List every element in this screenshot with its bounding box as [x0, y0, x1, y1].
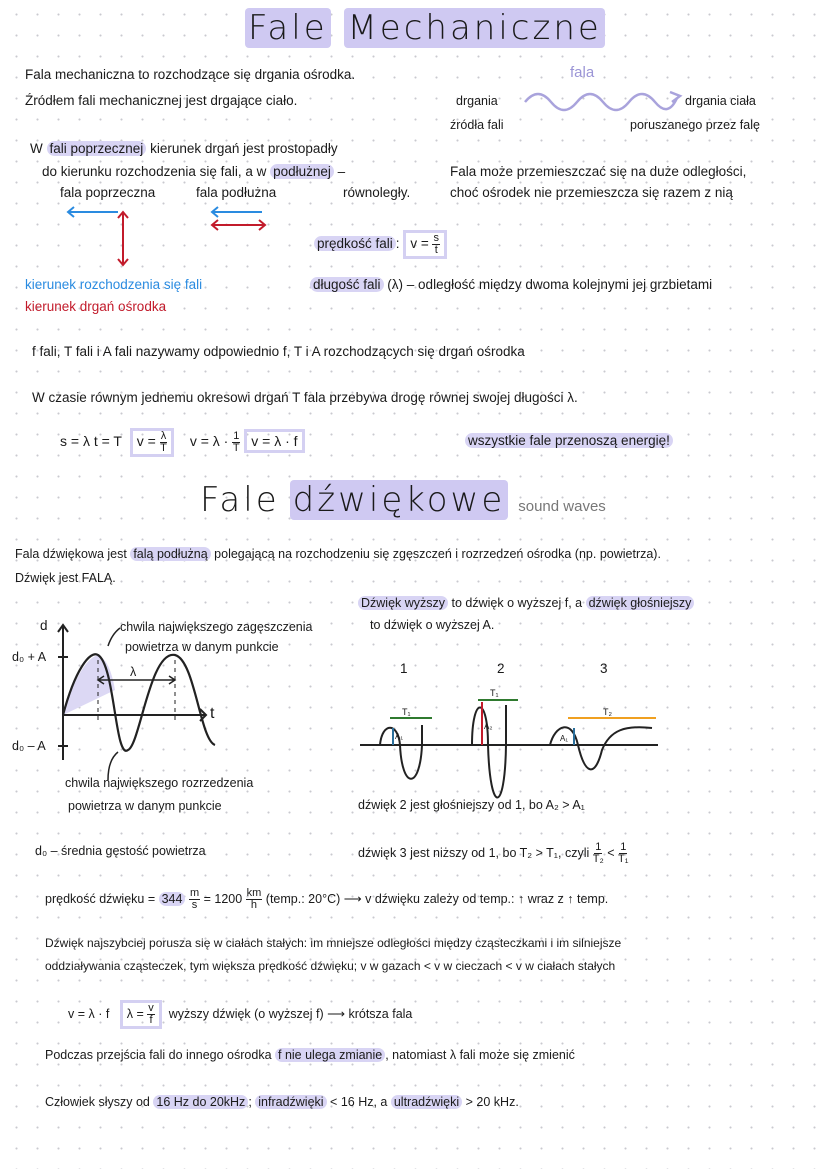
denominator: T₁ [618, 853, 629, 865]
denominator: T [160, 442, 167, 454]
numerator: v [148, 1002, 154, 1014]
wave-number-3: 3 [600, 661, 608, 676]
text: v = [136, 433, 156, 450]
text: do kierunku rozchodzenia się fali, a w [42, 164, 271, 179]
title-word: Mechaniczne [344, 8, 604, 48]
A1-label: A₁ [560, 734, 569, 743]
text: , natomiast λ fali może się zmienić [385, 1048, 575, 1062]
fast-note-2: oddziaływania cząsteczek, tym większa prędkość dźwięku; v w gazach < v w cieczach < v w ciałach stałych [45, 959, 616, 973]
fraction [593, 842, 604, 865]
highlight: dźwięk głośniejszy [586, 596, 695, 610]
compression-label-2: powietrza w danym punkcie [125, 640, 279, 654]
text: to dźwięk o wyższej f, a [448, 596, 586, 610]
T1-label: T₁ [490, 688, 499, 698]
formula-box [120, 1000, 162, 1029]
rarefaction-label-1: chwila największego rozrzedzenia [65, 776, 254, 790]
numerator: km [246, 887, 262, 899]
wave-arrow [525, 94, 677, 110]
wave-label: fala [570, 64, 595, 81]
text: W [30, 141, 47, 156]
longitudinal-label: fala podłużna [196, 185, 277, 200]
highlight: prędkość fali [314, 236, 396, 251]
A2-label: A₂ [484, 722, 493, 731]
highlight: długość fali [310, 277, 384, 292]
text: dźwięk 3 jest niższy od 1, bo T₂ > T₁, czyli [358, 845, 590, 860]
text: > 20 kHz. [462, 1095, 519, 1109]
graph-top-label: d₀ + A [12, 650, 47, 664]
compression-shade [63, 655, 115, 715]
parallel-label: równoległy. [343, 185, 411, 200]
fraction [618, 842, 628, 865]
distance-note-1: Fala może przemieszczać się na duże odległości, [450, 164, 747, 179]
graph-x-label: t [210, 705, 215, 722]
highlight: Dźwięk wyższy [358, 596, 448, 610]
wave-number-2: 2 [497, 661, 505, 676]
T1-label: T₁ [402, 707, 411, 717]
text: = 1200 [200, 891, 246, 906]
T2-label: T₂ [603, 707, 612, 717]
fraction [189, 888, 200, 911]
text: (λ) – odległość między dwoma kolejnymi jej grzbietami [383, 277, 713, 292]
lower-note [358, 842, 628, 865]
fraction [147, 1003, 155, 1026]
denominator: T₂ [592, 853, 604, 865]
louder-note: dźwięk 2 jest głośniejszy od 1, bo A₂ > A₁ [358, 798, 585, 812]
text: (temp.: 20°C) ⟶ v dźwięku zależy od temp.: ↑ wraz z ↑ temp. [262, 891, 609, 906]
source-label-2: źródła fali [450, 118, 504, 132]
intro-line-1: Fala mechaniczna to rozchodzące się drgania ośrodka. [25, 67, 356, 82]
transverse-label: fala poprzeczna [60, 185, 156, 200]
highlight: wszystkie fale przenoszą energię! [465, 433, 673, 448]
A1-label: A₁ [395, 732, 404, 741]
fta-note: f fali, T fali i A fali nazywamy odpowiednio f, T i A rozchodzących się drgań ośrodka [32, 344, 525, 359]
denominator: t [434, 244, 438, 256]
text: Człowiek słyszy od [45, 1095, 154, 1109]
numerator: 1 [595, 841, 602, 853]
graph-y-label: d [40, 618, 48, 633]
sound-def-2: Dźwięk jest FALĄ. [15, 571, 116, 585]
legend-propagation: kierunek rozchodzenia się fali [25, 277, 203, 292]
wave-number-1: 1 [400, 661, 408, 676]
wavelength-formula-row [68, 1000, 412, 1029]
hearing-range-note [45, 1093, 519, 1111]
fraction [246, 888, 263, 911]
text: s = λ t = T [60, 433, 122, 450]
sound-speed-note [45, 888, 608, 911]
highlight: 16 Hz do 20kHz [153, 1095, 248, 1109]
denominator: s [191, 899, 198, 911]
denominator: f [149, 1014, 153, 1026]
transition-note [45, 1046, 575, 1064]
wave-arrow-head [670, 92, 680, 102]
denominator: h [250, 899, 258, 911]
title-word: Fale [245, 8, 331, 48]
source-label-1: drgania [456, 94, 498, 108]
period-note: W czasie równym jednemu okresowi drgań T fala przebywa drogę równej swojej długości λ. [32, 390, 578, 405]
numerator: λ [160, 430, 167, 442]
target-label-2: poruszanego przez falę [630, 118, 760, 132]
title-word: Fale [200, 480, 280, 520]
text: v = λ · [189, 433, 229, 450]
highlight: infradźwięki [255, 1095, 326, 1109]
numerator: 1 [233, 430, 240, 442]
text: ; [248, 1095, 256, 1109]
text: λ = [126, 1006, 144, 1021]
numerator: m [189, 887, 200, 899]
rarefaction-label-2: powietrza w danym punkcie [68, 799, 222, 813]
text: polegającą na rozchodzeniu się zgęszczeń i rozrzedzeń ośrodka (np. powietrza). [210, 547, 661, 561]
text: < 16 Hz, a [326, 1095, 391, 1109]
text: < [607, 845, 615, 860]
text: : [395, 236, 400, 252]
text: – [333, 164, 346, 179]
distance-note-2: choć ośrodek nie przemieszcza się razem z nią [450, 185, 733, 200]
target-label-1: drgania ciała [685, 94, 756, 108]
text: kierunek drgań jest prostopadły [146, 141, 338, 156]
text: Podczas przejścia fali do innego ośrodka [45, 1048, 275, 1062]
text: wyższy dźwięk (o wyższej f) ⟶ krótsza fala [168, 1006, 413, 1021]
pitch-note-2: to dźwięk o wyższej A. [370, 618, 495, 632]
intro-line-2: Źródłem fali mechanicznej jest drgające ciało. [25, 93, 298, 108]
formula-box: v = λ · f [244, 429, 304, 453]
denominator: T [232, 442, 240, 454]
graph-lambda-label: λ [130, 665, 137, 679]
highlight: fali poprzecznej [47, 141, 147, 156]
title-word: dźwiękowe [290, 480, 509, 520]
highlight: falą podłużną [130, 547, 210, 561]
highlight: ultradźwięki [391, 1095, 462, 1109]
compression-label-1: chwila największego zagęszczenia [120, 620, 313, 634]
subtitle: sound waves [518, 498, 606, 515]
legend-oscillation: kierunek drgań ośrodka [25, 299, 167, 314]
fast-note-1: Dźwięk najszybciej porusza się w ciałach stałych: im mniejsze odległości między cząsteczkami i im silniejsze [45, 936, 622, 950]
highlight: f nie ulega zmianie [275, 1048, 385, 1062]
text: v = λ · f [68, 1006, 110, 1021]
text: v = [410, 236, 429, 252]
text: prędkość dźwięku = [45, 891, 159, 906]
highlight: podłużnej [270, 164, 334, 179]
numerator: s [433, 232, 439, 244]
highlight: 344 [159, 892, 186, 906]
numerator: 1 [620, 841, 627, 853]
graph-bottom-label: d₀ – A [12, 739, 46, 753]
text: Fala dźwiękowa jest [15, 547, 131, 561]
d0-definition: d₀ – średnia gęstość powietrza [35, 844, 206, 858]
